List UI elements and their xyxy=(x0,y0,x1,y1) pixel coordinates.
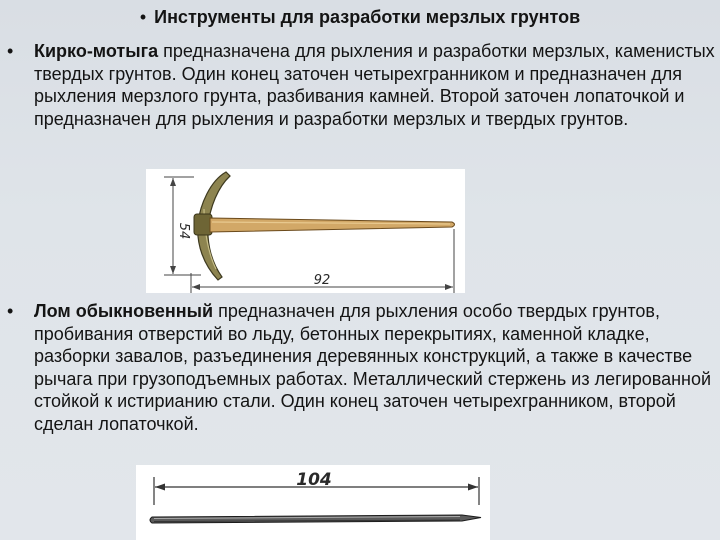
term-crowbar: Лом обыкновенный xyxy=(34,301,214,321)
bullet-item-pickaxe xyxy=(7,40,720,130)
dimension-length-label: 92 xyxy=(313,273,331,288)
dimension-length-label: 104 xyxy=(296,470,332,490)
title-text: Инструменты для разработки мерзлых грунтов xyxy=(154,7,581,27)
bullet-marker: • xyxy=(7,301,14,321)
title-bullet: • xyxy=(139,7,147,27)
crowbar-drawing-icon xyxy=(136,465,490,540)
pickaxe-figure xyxy=(146,169,465,293)
bullet-item-crowbar xyxy=(7,300,720,435)
dimension-height-label: 54 xyxy=(176,222,191,240)
description-pickaxe: предназначена для рыхления и разработки мерзлых, каменистых твердых грунтов. Один конец заточен четырехгранником и предназначен для рыхления мерзлого грунта, разбивания камней. Второй заточен лопаточкой и предназначен для рыхления и разработки мерзлых и твердых грунтов. xyxy=(34,41,715,129)
bullet-marker: • xyxy=(7,41,14,61)
crowbar-figure xyxy=(136,465,490,540)
description-crowbar: предназначен для рыхления особо твердых грунтов, пробивания отверстий во льду, бетонных перекрытиях, каменной кладке, разборки завалов, разъединения деревянных конструкций, а также в качестве рычага при грузоподъемных работах. Металлический стержень из легированной стойкой к истирианию стали. Один конец заточен четырехгранником, второй сделан лопаточкой. xyxy=(34,301,712,434)
term-pickaxe: Кирко-мотыга xyxy=(34,41,159,61)
slide-title xyxy=(0,6,720,28)
pickaxe-drawing-icon xyxy=(146,169,465,293)
